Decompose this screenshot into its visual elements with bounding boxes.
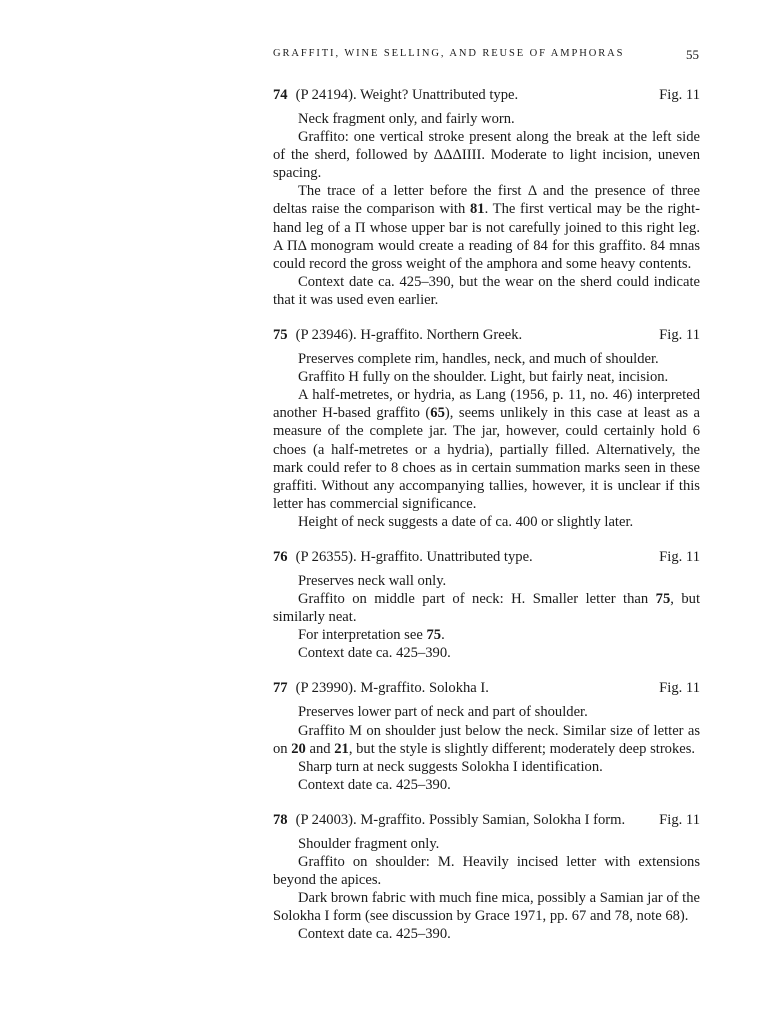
entry-number: 78 [273,811,288,828]
entry-heading [273,326,700,344]
entry-paragraph: Preserves lower part of neck and part of shoulder. [298,704,588,721]
catalog-entry [273,811,700,944]
entry-paragraph: Preserves complete rim, handles, neck, and much of shoulder. [298,351,659,368]
page-number: 55 [686,47,699,62]
entry-paragraph: Context date ca. 425–390, but the wear on the sherd could indicate that it was used even earlier. [273,273,700,308]
entry-heading-left [273,679,489,697]
entry-paragraph: Graffito on middle part of neck: H. Smaller letter than 75, but similarly neat. [273,591,700,626]
entry-number: 76 [273,548,288,565]
entry-paragraph: Context date ca. 425–390. [298,776,451,793]
catalog-entries [273,86,700,960]
entry-paragraph: Graffito H fully on the shoulder. Light, but fairly neat, incision. [298,369,669,386]
catalog-entry [273,548,700,662]
entry-number: 74 [273,87,288,103]
entry-paragraph: Height of neck suggests a date of ca. 400 or slightly later. [298,513,634,530]
entry-heading-left [273,811,625,829]
figure-reference: Fig. 11 [659,811,700,828]
entry-paragraph: Graffito: one vertical stroke present along the break at the left side of the sherd, followed by ΔΔΔIIII. Moderate to light incision, uneven spacing. [273,129,700,182]
entry-title: (P 26355). H-graffito. Unattributed type. [295,548,533,565]
entry-heading-left [273,548,533,566]
entry-title: (P 24194). Weight? Unattributed type. [295,87,519,103]
entry-paragraph: Preserves neck wall only. [298,572,447,589]
entry-paragraph: Dark brown fabric with much fine mica, possibly a Samian jar of the Solokha I form (see discussion by Grace 1971, pp. 67 and 78, note 68). [273,890,700,925]
entry-paragraph: A half-metretes, or hydria, as Lang (1956, p. 11, no. 46) interpreted another H-based graffito (65), seems unlikely in this case at least as a measure of the complete jar. The jar, however, could certainly hold 6 choes (a half-metretes or a hydria), partially filled. Alternatively, the mark could refer to 8 choes as in certain summation marks seen in these graffiti. Without any accompanying tallies, however, it is unclear if this letter has commercial significance. [273,387,700,512]
entry-title: (P 24003). M-graffito. Possibly Samian, Solokha I form. [295,811,626,828]
figure-reference: Fig. 11 [659,548,700,565]
entry-heading-left [273,326,522,344]
catalog-entry [273,679,700,793]
entry-paragraph: Graffito M on shoulder just below the neck. Similar size of letter as on 20 and 21, but the style is slightly different; moderately deep strokes. [273,722,700,757]
entry-paragraph: Neck fragment only, and fairly worn. [298,111,515,127]
figure-reference: Fig. 11 [659,327,700,344]
entry-paragraph: Context date ca. 425–390. [298,645,451,662]
entry-paragraph: The trace of a letter before the first Δ and the presence of three deltas raise the comparison with 81. The first vertical may be the right-hand leg of a Π whose upper bar is not carefully joined to this right leg. A ΠΔ monogram would create a reading of 84 for this graffito. 84 mnas could record the gross weight of the amphora and some heavy contents. [273,183,700,272]
entry-heading [273,548,700,566]
running-title: GRAFFITI, WINE SELLING, AND REUSE OF AMPHORAS [273,48,625,59]
catalog-entry [273,86,700,309]
entry-heading [273,86,700,104]
entry-paragraph: Context date ca. 425–390. [298,926,451,943]
figure-reference: Fig. 11 [659,680,700,697]
running-header [273,48,699,68]
entry-number: 77 [273,680,288,697]
entry-heading [273,811,700,829]
entry-paragraph: Sharp turn at neck suggests Solokha I identification. [298,758,603,775]
entry-paragraph: For interpretation see 75. [298,627,445,644]
entry-paragraph: Shoulder fragment only. [298,835,440,852]
entry-title: (P 23990). M-graffito. Solokha I. [295,680,489,697]
entry-number: 75 [273,327,288,344]
entry-paragraph: Graffito on shoulder: M. Heavily incised letter with extensions beyond the apices. [273,854,700,889]
catalog-entry [273,326,700,531]
entry-heading [273,679,700,697]
entry-heading-left [273,86,518,104]
entry-title: (P 23946). H-graffito. Northern Greek. [295,327,523,344]
figure-reference: Fig. 11 [659,87,700,103]
